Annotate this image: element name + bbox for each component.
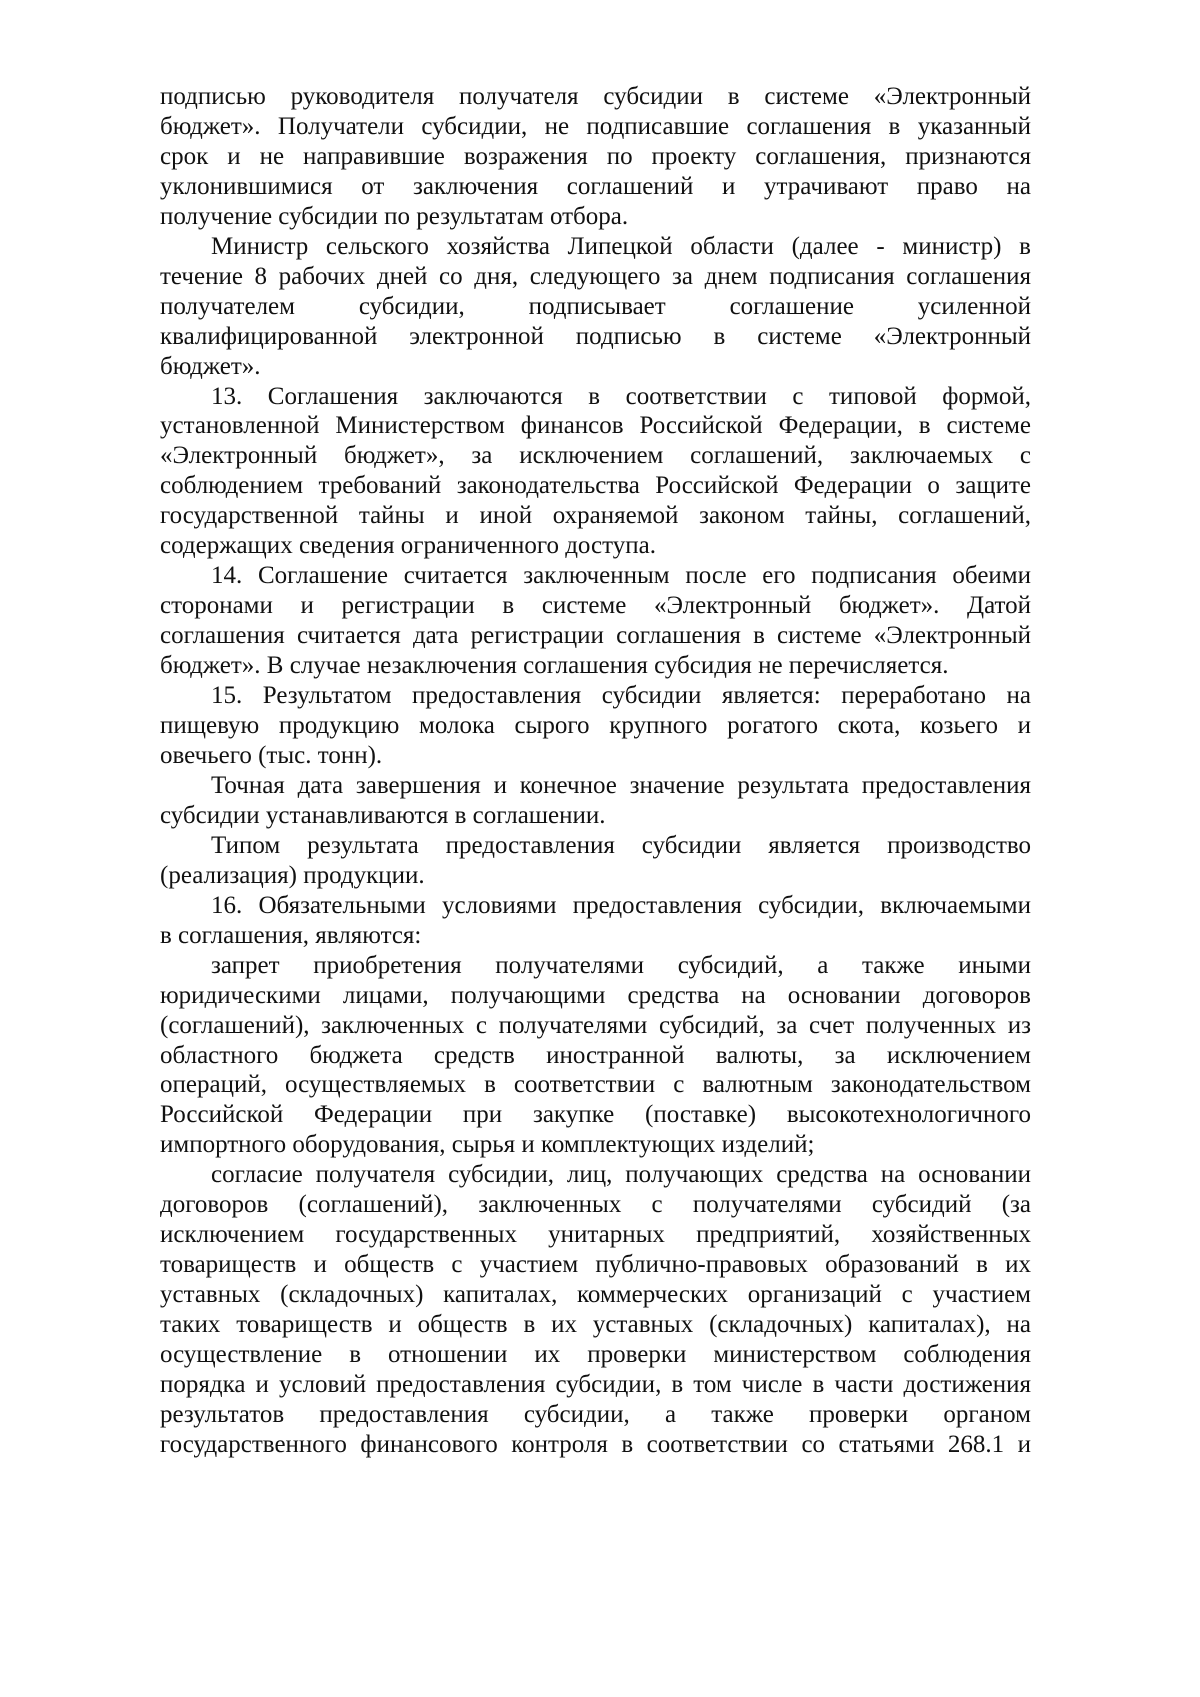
text-line: согласие получателя субсидии, лиц, получающих средства на основании — [211, 1161, 1031, 1189]
paragraph-continuation — [160, 82, 1031, 232]
document-body — [160, 82, 1031, 1460]
text-line: течение 8 рабочих дней со дня, следующего за днем подписания соглашения — [160, 262, 1031, 290]
text-line: (соглашений), заключенных с получателями субсидий, за счет полученных из — [160, 1011, 1031, 1039]
text-line: соблюдением требований законодательства Российской Федерации о защите — [160, 472, 1031, 500]
text-line: соглашения считается дата регистрации соглашения в системе «Электронный — [160, 622, 1031, 650]
text-line: результатов предоставления субсидии, а также проверки органом — [160, 1400, 1031, 1428]
text-line: подписью руководителя получателя субсидии в системе «Электронный — [160, 83, 1031, 110]
text-line: бюджет». Получатели субсидии, не подписавшие соглашения в указанный — [160, 112, 1031, 140]
text-line: сторонами и регистрации в системе «Электронный бюджет». Датой — [160, 592, 1031, 620]
text-line: запрет приобретения получателями субсидий, а также иными — [211, 951, 1031, 979]
condition-currency-ban — [160, 951, 1031, 1161]
text-line: Министр сельского хозяйства Липецкой области (далее - министр) в — [211, 232, 1031, 260]
text-line: юридическими лицами, получающими средства на основании договоров — [160, 981, 1031, 1009]
text-line: импортного оборудования, сырья и комплектующих изделий; — [160, 1131, 815, 1159]
clause-15 — [160, 681, 1031, 771]
text-line: 14. Соглашение считается заключенным после его подписания обеими — [211, 562, 1031, 590]
text-line: 13. Соглашения заключаются в соответствии с типовой формой, — [211, 382, 1031, 410]
clause-16 — [160, 891, 1031, 951]
text-line: уклонившимися от заключения соглашений и утрачивают право на — [160, 172, 1031, 200]
condition-consent-audit — [160, 1160, 1031, 1460]
text-line: бюджет». — [160, 352, 261, 380]
text-line: пищевую продукцию молока сырого крупного рогатого скота, козьего и — [160, 712, 1031, 740]
text-line: получение субсидии по результатам отбора. — [160, 202, 629, 230]
text-line: (реализация) продукции. — [160, 861, 425, 889]
text-line: уставных (складочных) капиталах, коммерческих организаций с участием — [160, 1281, 1031, 1309]
text-line: областного бюджета средств иностранной валюты, за исключением — [160, 1041, 1031, 1069]
paragraph-result-date — [160, 771, 1031, 831]
paragraph-result-type — [160, 831, 1031, 891]
text-line: порядка и условий предоставления субсидии, в том числе в части достижения — [160, 1370, 1031, 1398]
paragraph-minister-signing — [160, 232, 1031, 382]
text-line: таких товариществ и обществ в их уставных (складочных) капиталах), на — [160, 1311, 1031, 1339]
text-line: осуществление в отношении их проверки министерством соблюдения — [160, 1341, 1031, 1369]
text-line: товариществ и обществ с участием публично-правовых образований в их — [160, 1251, 1031, 1279]
text-line: «Электронный бюджет», за исключением соглашений, заключаемых с — [160, 442, 1031, 470]
text-line: установленной Министерством финансов Российской Федерации, в системе — [160, 412, 1031, 440]
text-line: бюджет». В случае незаключения соглашения субсидия не перечисляется. — [160, 652, 949, 680]
text-line: операций, осуществляемых в соответствии с валютным законодательством — [160, 1071, 1031, 1099]
text-line: Российской Федерации при закупке (поставке) высокотехнологичного — [160, 1101, 1031, 1129]
clause-13 — [160, 382, 1031, 562]
text-line: содержащих сведения ограниченного доступа. — [160, 532, 656, 560]
text-line: 15. Результатом предоставления субсидии является: переработано на — [211, 682, 1031, 710]
text-line: договоров (соглашений), заключенных с получателями субсидий (за — [160, 1191, 1031, 1219]
text-line: исключением государственных унитарных предприятий, хозяйственных — [160, 1221, 1031, 1249]
text-line: государственной тайны и иной охраняемой законом тайны, соглашений, — [160, 502, 1031, 530]
text-line: государственного финансового контроля в соответствии со статьями 268.1 и — [160, 1430, 1031, 1458]
text-line: срок и не направившие возражения по проекту соглашения, признаются — [160, 142, 1031, 170]
text-line: квалифицированной электронной подписью в системе «Электронный — [160, 322, 1031, 350]
text-line: 16. Обязательными условиями предоставления субсидии, включаемыми — [211, 891, 1031, 919]
text-line: субсидии устанавливаются в соглашении. — [160, 801, 606, 829]
clause-14 — [160, 561, 1031, 681]
text-line: в соглашения, являются: — [160, 921, 422, 949]
text-line: Точная дата завершения и конечное значение результата предоставления — [211, 771, 1031, 799]
text-line: овечьего (тыс. тонн). — [160, 741, 383, 769]
text-line: получателем субсидии, подписывает соглашение усиленной — [160, 292, 1031, 320]
text-line: Типом результата предоставления субсидии является производство — [211, 831, 1031, 859]
